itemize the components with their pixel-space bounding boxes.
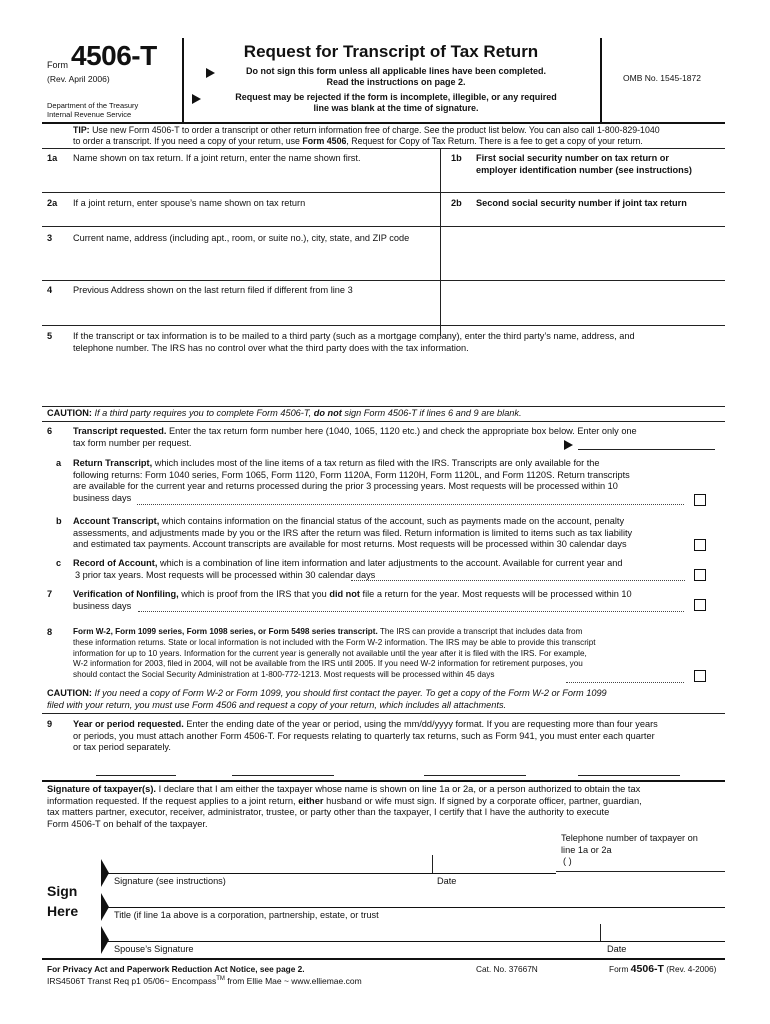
privacy-notice: For Privacy Act and Paperwork Reduction Act Notice, see page 2.	[47, 964, 305, 974]
title-label: Title (if line 1a above is a corporation, partnership, estate, or trust	[114, 910, 379, 920]
telephone-input-line[interactable]	[556, 871, 725, 872]
item-label: c	[56, 558, 62, 568]
line-9-text: Year or period requested. Enter the ending date of the year or period, using the mm/dd/yyyy format. If you are requesting more than four years or periods, you must attach another Form 4506-T. For requests relating to quarterly tax returns, such as Form 941, you must enter each quarter or tax period separately.	[73, 719, 658, 752]
vendor-link[interactable]: www.elliemae.com	[291, 976, 362, 986]
rule	[42, 713, 725, 714]
checkbox-6c[interactable]	[694, 569, 706, 581]
year-input-4[interactable]	[578, 775, 680, 776]
rule	[42, 325, 725, 326]
line-number: 8	[47, 627, 53, 637]
vendor-line: IRS4506T Transt Req p1 05/06~ Encompass™ from Ellie Mae ~ www.elliemae.com	[47, 976, 362, 986]
caution-2: CAUTION: If you need a copy of Form W-2 or Form 1099, you should first contact the payer. To get a copy of the Form W-2 or Form 1099 filed with your return, you must use Form 4506 and request a copy of your return, which includes all attachments.	[47, 688, 607, 710]
rule	[42, 421, 725, 422]
checkbox-8[interactable]	[694, 670, 706, 682]
item-label: a	[56, 458, 62, 468]
caution-1: CAUTION: If a third party requires you to complete Form 4506-T, do not sign Form 4506-T if lines 6 and 9 are blank.	[47, 408, 522, 418]
rule	[42, 280, 725, 281]
footer-rule	[42, 958, 725, 960]
year-input-1[interactable]	[96, 775, 176, 776]
line-1a-label: Name shown on tax return. If a joint return, enter the name shown first.	[73, 153, 361, 163]
spouse-signature-input-line[interactable]	[108, 941, 725, 942]
line-5-label: If the transcript or tax information is to be mailed to a third party (such as a mortgage company), enter the third party’s name, address, and telephone number. The IRS has no control over what the third party does with the tax information.	[73, 331, 635, 353]
line-number: 9	[47, 719, 53, 729]
agency-line: Internal Revenue Service	[47, 110, 132, 119]
catalog-number: Cat. No. 37667N	[476, 964, 538, 974]
form-revision: (Rev. April 2006)	[47, 74, 110, 84]
signature-label: Signature (see instructions)	[114, 876, 226, 886]
arrow-icon	[192, 94, 201, 104]
line-number: 2b	[451, 198, 462, 208]
title-input-line[interactable]	[108, 907, 725, 908]
rule	[42, 406, 725, 407]
header-divider-right	[600, 38, 602, 122]
leader-dots	[566, 682, 684, 683]
year-input-2[interactable]	[232, 775, 334, 776]
line-6c-text: Record of Account, which is a combination of line item information and later adjustments to the account. Available for current year and 3 prior tax years. Most requests will be processed within 30 calendar days	[73, 558, 623, 580]
leader-dots	[137, 504, 684, 505]
instruction-1: Do not sign this form unless all applicable lines have been completed. Read the instructions on page 2.	[196, 66, 596, 89]
telephone-label: Telephone number of taxpayer on line 1a or 2a ( )	[561, 833, 698, 866]
spouse-signature-label: Spouse’s Signature	[114, 944, 194, 954]
line-number: 5	[47, 331, 53, 341]
tip-text: TIP: Use new Form 4506-T to order a transcript or other return information free of charge. See the product list below. You can also call 1-800-829-1040 to order a transcript. If you need a copy of your return, use Form 4506, Request for Copy of Tax Return. There is a fee to get a copy of your return.	[73, 125, 660, 146]
instruction-2: Request may be rejected if the form is incomplete, illegible, or any required line was blank at the time of signature.	[196, 92, 596, 115]
checkbox-6a[interactable]	[694, 494, 706, 506]
line-2b-label: Second social security number if joint tax return	[476, 198, 687, 208]
checkbox-6b[interactable]	[694, 539, 706, 551]
date-label: Date	[607, 944, 627, 954]
rule	[42, 148, 725, 149]
rule	[42, 192, 725, 193]
arrow-icon	[206, 68, 215, 78]
omb-number: OMB No. 1545-1872	[623, 73, 701, 83]
year-input-3[interactable]	[424, 775, 526, 776]
checkbox-7[interactable]	[694, 599, 706, 611]
form-title: Request for Transcript of Tax Return	[243, 42, 539, 61]
signature-declaration: Signature of taxpayer(s). I declare that I am either the taxpayer whose name is shown on line 1a or 2a, or a person authorized to obtain the tax information requested. If the request applies to a joint return, either husband or wife must sign. If signed by a corporate officer, partner, guardian, tax matters partner, executor, receiver, administrator, trustee, or party other than the taxpayer, I certify that I have the authority to execute Form 4506-T on behalf of the taxpayer.	[47, 784, 642, 829]
line-1b-label: First social security number on tax return or employer identification number (see instructions)	[476, 153, 692, 175]
signature-divider	[432, 855, 433, 874]
leader-dots	[138, 611, 684, 612]
line-2a-label: If a joint return, enter spouse’s name shown on tax return	[73, 198, 306, 208]
line-number: 1b	[451, 153, 462, 163]
footer-form-id: Form 4506-T (Rev. 4-2006)	[609, 963, 717, 975]
form-number: 4506-T	[71, 40, 157, 71]
arrow-icon	[101, 926, 109, 954]
line-number: 1a	[47, 153, 58, 163]
form-number-input-line[interactable]	[578, 449, 715, 450]
leader-dots	[351, 580, 685, 581]
form-word: Form	[47, 60, 68, 70]
signature-divider	[600, 924, 601, 942]
sign-here-label: Sign Here	[47, 883, 79, 920]
col-divider	[440, 148, 441, 336]
line-6a-text: Return Transcript, which includes most of the line items of a tax return as filed with the IRS. Transcripts are only available for the following returns: Form 1040 series, Form 1065, Form 1120, Form 1120A, Form 1120H, Form 1120L, and Form 1120S. Return transcripts are available for the current year and returns processed during the prior 3 processing years. Most requests will be processed within 10 business days	[73, 458, 630, 503]
line-number: 7	[47, 589, 53, 599]
date-label: Date	[437, 876, 457, 886]
department-line: Department of the Treasury	[47, 101, 139, 110]
line-4-label: Previous Address shown on the last return filed if different from line 3	[73, 285, 353, 295]
item-label: b	[56, 516, 62, 526]
line-number: 3	[47, 233, 53, 243]
signature-input-line[interactable]	[108, 873, 556, 874]
line-3-label: Current name, address (including apt., room, or suite no.), city, state, and ZIP code	[73, 233, 410, 243]
line-6b-text: Account Transcript, which contains information on the financial status of the account, such as payments made on the account, penalty assessments, and adjustments made by you or the IRS after the return was filed. Return information is limited to items such as tax liability and estimated tax payments. Account transcripts are available for most returns. Most requests will be processed within 30 calendar days	[73, 516, 633, 549]
signature-section-rule	[42, 780, 725, 782]
line-number: 2a	[47, 198, 58, 208]
rule	[42, 226, 725, 227]
arrow-icon	[564, 440, 573, 450]
line-7-text: Verification of Nonfiling, which is proof from the IRS that you did not file a return for the year. Most requests will be processed within 10 business days	[73, 589, 632, 611]
line-number: 6	[47, 426, 53, 436]
line-number: 4	[47, 285, 53, 295]
line-8-text: Form W-2, Form 1099 series, Form 1098 series, or Form 5498 series transcript. The IRS can provide a transcript that includes data from these information returns. State or local information is not included with the Form W-2 information. The IRS may be able to provide this transcript information for up to 10 years. Information for the current year is generally not available until the year after it is filed with the IRS. For example, W-2 information for 2003, filed in 2004, will not be available from the IRS until 2005. If you need W-2 information for retirement purposes, you should contact the Social Security Administration at 1-800-772-1213. Most requests will be processed within 45 days	[73, 627, 596, 680]
line-6-text: Transcript requested. Enter the tax return form number here (1040, 1065, 1120 etc.) and check the appropriate box below. Enter only one tax form number per request.	[73, 426, 637, 448]
header-bottom-rule	[42, 122, 725, 124]
